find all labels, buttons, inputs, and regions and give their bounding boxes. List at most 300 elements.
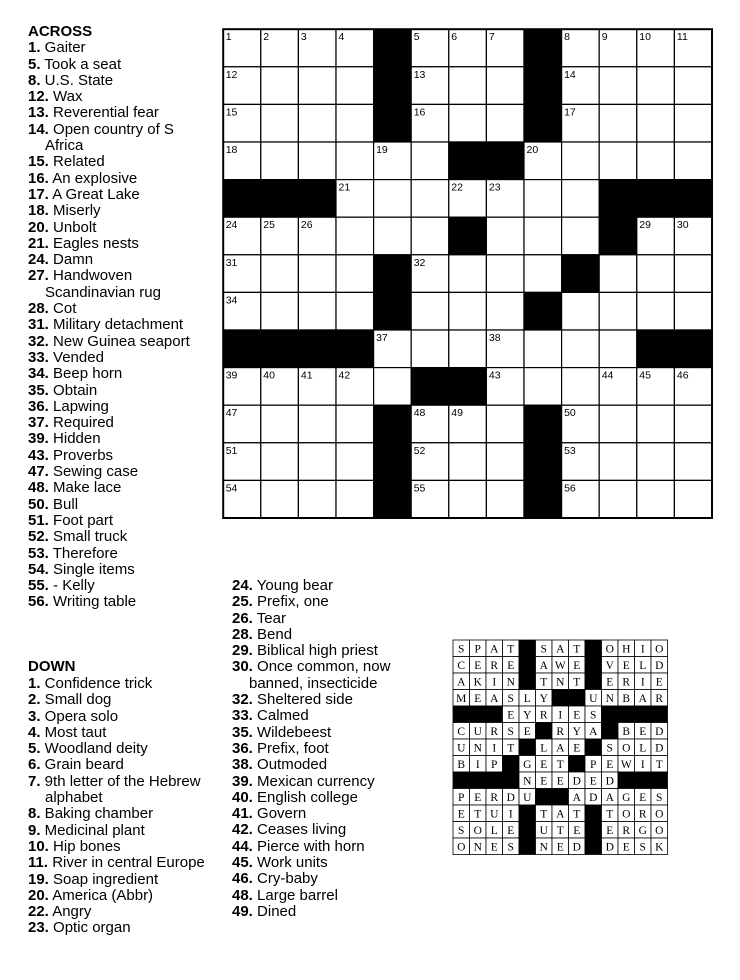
grid-cell[interactable] — [261, 255, 299, 293]
clue-number: 3. — [28, 707, 41, 725]
clue-number: 27. — [28, 267, 49, 285]
clue-text: Bull — [48, 495, 79, 513]
clue-text: Reverential fear — [48, 104, 159, 122]
down_col2-clue — [232, 708, 432, 724]
clue-number: 6. — [28, 756, 41, 774]
clue-text: Opera solo — [40, 707, 119, 725]
across-clues — [28, 24, 213, 611]
clue-text: Related — [48, 153, 105, 171]
cell-number: 45 — [639, 369, 651, 382]
clue-text: U.S. State — [40, 71, 114, 89]
grid-cell[interactable] — [411, 217, 449, 255]
clue-text: Ceases living — [252, 821, 347, 839]
clue-text: Therefore — [48, 544, 118, 562]
clue-number: 39. — [232, 772, 253, 790]
across-clue — [28, 40, 213, 56]
clue-number: 36. — [232, 739, 253, 757]
across-clue — [28, 464, 213, 480]
cell-number: 7 — [488, 31, 495, 44]
down_col2-clue — [232, 888, 432, 904]
cell-number: 28 — [601, 219, 614, 232]
cell-number: 21 — [338, 181, 351, 194]
block-cell — [223, 330, 261, 368]
block-cell — [524, 480, 562, 518]
block-cell — [374, 480, 412, 518]
across-clue — [28, 448, 213, 464]
clue-text: Sewing case — [48, 463, 139, 481]
clue-number: 8. — [28, 805, 41, 823]
grid-cell[interactable] — [637, 292, 675, 330]
solution-row-text: O N E S N E D D E S K — [457, 841, 664, 854]
down_col1-clue — [28, 904, 213, 920]
clue-number: 33. — [28, 348, 49, 366]
grid-cell[interactable] — [261, 142, 299, 180]
block-cell — [524, 405, 562, 443]
clue-number: 30. — [232, 658, 253, 676]
cell-number: 16 — [413, 106, 426, 119]
grid-cell[interactable] — [336, 405, 374, 443]
clue-number: 22. — [28, 903, 49, 921]
grid-cell[interactable] — [486, 405, 524, 443]
clue-text: Wildebeest — [252, 723, 332, 741]
cell-number: 44 — [601, 369, 614, 382]
clue-number: 12. — [28, 88, 49, 106]
grid-cell[interactable] — [637, 405, 675, 443]
down-heading: DOWN — [28, 658, 76, 675]
grid-cell[interactable] — [298, 142, 336, 180]
grid-cell[interactable] — [562, 368, 600, 406]
cell-number: 17 — [564, 106, 576, 119]
clue-number: 14. — [28, 120, 49, 138]
grid-cell[interactable] — [374, 217, 412, 255]
grid-cell[interactable] — [449, 255, 487, 293]
clue-text: Once common, now banned, insecticide — [249, 658, 391, 692]
solution-row-text: E Y R I E S — [507, 709, 597, 722]
solution-row-text: S P A T S A T O H I O — [458, 643, 664, 656]
grid-cell[interactable] — [486, 104, 524, 142]
down_col1-clue — [28, 757, 213, 773]
cell-number: 39 — [225, 369, 238, 382]
grid-cell[interactable] — [298, 104, 336, 142]
down_col1-clue — [28, 725, 213, 741]
grid-cell[interactable] — [637, 104, 675, 142]
cell-number: 31 — [225, 256, 238, 269]
grid-cell[interactable] — [336, 292, 374, 330]
grid-cell[interactable] — [599, 443, 637, 481]
clue-number: 28. — [28, 300, 49, 318]
grid-cell[interactable] — [411, 180, 449, 218]
clue-text: Miserly — [48, 202, 101, 220]
grid-cell[interactable] — [336, 480, 374, 518]
cell-number: 9 — [601, 31, 608, 44]
grid-cell[interactable] — [599, 480, 637, 518]
clue-number: 35. — [232, 723, 253, 741]
grid-cell[interactable] — [562, 330, 600, 368]
clue-text: Beep horn — [48, 365, 123, 383]
grid-cell[interactable] — [486, 480, 524, 518]
block-cell — [374, 29, 412, 67]
grid-cell[interactable] — [298, 443, 336, 481]
cell-number: 2 — [263, 31, 270, 44]
grid-cell[interactable] — [336, 217, 374, 255]
down_col1-clue — [28, 676, 213, 692]
clue-number: 47. — [28, 463, 49, 481]
clue-text: Prefix, foot — [252, 739, 329, 757]
crossword-grid-svg[interactable] — [222, 28, 714, 520]
across-clue — [28, 513, 213, 529]
clue-number: 37. — [28, 414, 49, 432]
grid-cell[interactable] — [336, 104, 374, 142]
clue-number: 55. — [28, 577, 49, 595]
grid-cell[interactable] — [637, 255, 675, 293]
clue-text: Took a seat — [40, 55, 122, 73]
clue-number: 36. — [28, 397, 49, 415]
clue-number: 1. — [28, 39, 41, 57]
grid-cell[interactable] — [411, 142, 449, 180]
clue-number: 8. — [28, 71, 41, 89]
grid-cell[interactable] — [374, 368, 412, 406]
clue-number: 28. — [232, 625, 253, 643]
clue-number: 20. — [28, 886, 49, 904]
clue-number: 56. — [28, 593, 49, 611]
clue-number: 31. — [28, 316, 49, 334]
cell-number: 43 — [488, 369, 501, 382]
cell-number: 24 — [225, 219, 238, 232]
clue-text: Sheltered side — [252, 691, 353, 709]
clue-number: 2. — [28, 691, 41, 709]
grid-cell[interactable] — [298, 480, 336, 518]
solution-row-text: B I P G E T P E W I T — [457, 759, 663, 771]
grid-cell[interactable] — [261, 67, 299, 105]
grid-cell[interactable] — [637, 480, 675, 518]
across-clue — [28, 187, 213, 203]
solution-row-text: C U R S E R Y A B E D — [457, 726, 664, 738]
cell-number: 55 — [413, 482, 426, 495]
clue-text: Angry — [48, 903, 92, 921]
grid-cell[interactable] — [674, 443, 712, 481]
down_col1-clue — [28, 774, 213, 807]
across-clue — [28, 252, 213, 268]
cell-number: 34 — [225, 294, 238, 307]
crossword-grid[interactable] — [222, 28, 714, 525]
clue-number: 5. — [28, 740, 41, 758]
across-clue — [28, 171, 213, 187]
grid-cell[interactable] — [599, 292, 637, 330]
clue-text: Pierce with horn — [252, 837, 365, 855]
block-cell — [374, 255, 412, 293]
grid-cell[interactable] — [562, 142, 600, 180]
block-cell — [637, 180, 675, 218]
down_col1-clue — [28, 839, 213, 855]
solution-row-text: S O L E U T E E R G O — [458, 825, 664, 837]
clue-number: 35. — [28, 381, 49, 399]
down_col2-clue — [232, 627, 432, 643]
cell-number: 15 — [225, 106, 238, 119]
clue-text: River in central Europe — [48, 854, 205, 872]
cell-number: 22 — [451, 181, 463, 194]
clue-text: Small dog — [40, 691, 112, 709]
clue-number: 11. — [28, 854, 49, 872]
clue-number: 46. — [232, 870, 253, 888]
down_col2-clue — [232, 822, 432, 838]
cell-number: 23 — [488, 181, 501, 194]
down_col2-clue — [232, 774, 432, 790]
clue-number: 18. — [28, 202, 49, 220]
across-clue — [28, 122, 213, 155]
grid-cell[interactable] — [336, 443, 374, 481]
clue-text: Small truck — [48, 528, 128, 546]
grid-cell[interactable] — [486, 443, 524, 481]
clue-text: - Kelly — [48, 577, 95, 595]
clue-text: Work units — [252, 854, 328, 872]
grid-cell[interactable] — [486, 217, 524, 255]
grid-cell[interactable] — [599, 405, 637, 443]
grid-cell[interactable] — [449, 104, 487, 142]
grid-cell[interactable] — [637, 142, 675, 180]
clue-number: 38. — [232, 756, 253, 774]
clue-text: 9th letter of the Hebrew alphabet — [40, 772, 201, 807]
grid-cell[interactable] — [674, 142, 712, 180]
clue-number: 24. — [28, 251, 49, 269]
clue-text: Unbolt — [48, 218, 97, 236]
cell-number: 14 — [564, 68, 576, 81]
cell-number: 33 — [564, 256, 576, 269]
grid-cell[interactable] — [449, 292, 487, 330]
grid-cell[interactable] — [599, 255, 637, 293]
grid-cell[interactable] — [562, 292, 600, 330]
grid-cell[interactable] — [599, 330, 637, 368]
clue-text: Wax — [48, 88, 83, 106]
across-clue — [28, 431, 213, 447]
clue-number: 33. — [232, 707, 253, 725]
grid-cell[interactable] — [524, 217, 562, 255]
clue-number: 48. — [28, 479, 49, 497]
across-clue — [28, 203, 213, 219]
block-cell — [524, 443, 562, 481]
solution-row-text: N E E D E D — [523, 775, 614, 788]
grid-cell[interactable] — [298, 255, 336, 293]
block-cell — [599, 180, 637, 218]
clue-number: 32. — [232, 691, 253, 709]
cell-number: 30 — [676, 219, 689, 232]
grid-cell[interactable] — [637, 67, 675, 105]
grid-cell[interactable] — [562, 217, 600, 255]
cell-number: 53 — [564, 444, 576, 457]
across-clue — [28, 89, 213, 105]
block-cell — [524, 29, 562, 67]
block-cell — [374, 405, 412, 443]
clue-text: Outmoded — [252, 756, 328, 774]
across-clue — [28, 105, 213, 121]
clue-number: 7. — [28, 772, 41, 790]
grid-cell[interactable] — [674, 255, 712, 293]
block-cell — [674, 330, 712, 368]
grid-cell[interactable] — [486, 255, 524, 293]
clue-text: America (Abbr) — [48, 886, 154, 904]
cell-number: 50 — [564, 407, 576, 420]
grid-cell[interactable] — [298, 405, 336, 443]
clue-number: 48. — [232, 886, 253, 904]
cell-number: 48 — [413, 407, 426, 420]
clue-text: Single items — [48, 560, 135, 578]
clue-text: Hip bones — [48, 837, 121, 855]
cell-number: 52 — [413, 444, 426, 457]
clue-text: Young bear — [252, 577, 333, 594]
clue-text: Medicinal plant — [40, 821, 145, 839]
cell-number: 25 — [263, 219, 275, 232]
clue-text: Open country of S Africa — [45, 120, 174, 155]
block-cell — [374, 67, 412, 105]
cell-number: 38 — [488, 332, 501, 344]
cell-number: 27 — [451, 219, 463, 232]
grid-cell[interactable] — [599, 104, 637, 142]
grid-cell[interactable] — [524, 255, 562, 293]
across-clue — [28, 73, 213, 89]
clue-text: Vended — [48, 348, 104, 366]
block-cell — [486, 142, 524, 180]
grid-cell[interactable] — [524, 330, 562, 368]
down_col2-clue — [232, 757, 432, 773]
cell-number: 54 — [225, 482, 238, 495]
grid-cell[interactable] — [449, 67, 487, 105]
across-clue — [28, 415, 213, 431]
down_col2-clue — [232, 806, 432, 822]
grid-cell[interactable] — [411, 330, 449, 368]
grid-cell[interactable] — [524, 180, 562, 218]
cell-number: 35 — [376, 294, 388, 307]
grid-cell[interactable] — [449, 330, 487, 368]
cell-number: 56 — [564, 482, 576, 495]
down-clues-column-1 — [28, 676, 213, 937]
grid-cell[interactable] — [674, 405, 712, 443]
grid-cell[interactable] — [486, 67, 524, 105]
down_col1-clue — [28, 823, 213, 839]
cell-number: 1 — [225, 31, 232, 44]
grid-cell[interactable] — [336, 142, 374, 180]
clue-number: 40. — [232, 788, 253, 806]
clue-number: 43. — [28, 446, 49, 464]
clue-text: English college — [252, 788, 358, 806]
clue-text: Calmed — [252, 707, 309, 725]
down_col2-clue — [232, 839, 432, 855]
cell-number: 19 — [376, 144, 388, 156]
grid-cell[interactable] — [524, 368, 562, 406]
clue-text: Soap ingredient — [48, 870, 159, 888]
cell-number: 29 — [639, 219, 651, 232]
across-clue — [28, 497, 213, 513]
block-cell — [261, 180, 299, 218]
grid-cell[interactable] — [674, 292, 712, 330]
cell-number: 40 — [263, 369, 275, 382]
clue-text: New Guinea seaport — [48, 332, 190, 350]
down_col1-clue — [28, 806, 213, 822]
clue-text: A Great Lake — [48, 185, 140, 203]
block-cell — [374, 443, 412, 481]
clue-number: 39. — [28, 430, 49, 448]
clue-text: Biblical high priest — [252, 642, 378, 660]
across-clue — [28, 301, 213, 317]
block-cell — [449, 142, 487, 180]
grid-cell[interactable] — [449, 480, 487, 518]
down_col2-clue — [232, 578, 432, 594]
clue-text: Writing table — [48, 593, 137, 611]
clue-text: Handwoven Scandinavian rug — [45, 267, 161, 301]
grid-cell[interactable] — [298, 67, 336, 105]
down_col2-clue — [232, 725, 432, 741]
grid-cell[interactable] — [486, 292, 524, 330]
clue-text: Most taut — [40, 723, 107, 741]
solution-row-text: E T U I T A T T O R O — [457, 808, 664, 821]
cell-number: 18 — [225, 144, 238, 156]
clue-number: 21. — [28, 234, 49, 252]
down_col2-clue — [232, 790, 432, 806]
across-clue — [28, 268, 213, 301]
grid-cell[interactable] — [261, 443, 299, 481]
cell-number: 5 — [413, 31, 420, 44]
cell-number: 37 — [376, 332, 388, 344]
clue-text: Gaiter — [40, 39, 86, 57]
down_col2-clue — [232, 643, 432, 659]
clue-number: 53. — [28, 544, 49, 562]
grid-cell[interactable] — [562, 180, 600, 218]
cell-number: 6 — [451, 31, 458, 44]
down_col1-clue — [28, 709, 213, 725]
grid-cell[interactable] — [261, 104, 299, 142]
grid-cell[interactable] — [599, 142, 637, 180]
block-cell — [261, 330, 299, 368]
block-cell — [411, 368, 449, 406]
solution-row-text: U N I T L A E S O L D — [457, 742, 664, 755]
clue-number: 44. — [232, 837, 253, 855]
clue-number: 49. — [232, 902, 253, 920]
grid-cell[interactable] — [674, 480, 712, 518]
block-cell — [449, 368, 487, 406]
clue-text: Woodland deity — [40, 740, 148, 758]
clue-text: Tear — [252, 609, 286, 627]
clue-number: 5. — [28, 55, 41, 73]
clue-text: Baking chamber — [40, 805, 154, 823]
down_col2-clue — [232, 741, 432, 757]
grid-cell[interactable] — [449, 443, 487, 481]
clue-number: 29. — [232, 642, 253, 660]
solution-row-text: C E R E A W E V E L D — [457, 660, 664, 672]
grid-cell[interactable] — [599, 67, 637, 105]
across-clue-list — [28, 40, 213, 610]
down_col1-clue — [28, 741, 213, 757]
clue-text: Mexican currency — [252, 772, 375, 790]
grid-cell[interactable] — [336, 255, 374, 293]
grid-cell[interactable] — [674, 104, 712, 142]
down_col2-clue — [232, 871, 432, 887]
grid-cell[interactable] — [261, 292, 299, 330]
clue-number: 19. — [28, 870, 49, 888]
clue-text: Lapwing — [48, 397, 109, 415]
grid-cell[interactable] — [374, 180, 412, 218]
grid-cell[interactable] — [674, 67, 712, 105]
block-cell — [524, 67, 562, 105]
grid-cell[interactable] — [411, 292, 449, 330]
across-heading: ACROSS — [28, 23, 93, 40]
down_col2-clue — [232, 611, 432, 627]
grid-cell[interactable] — [298, 292, 336, 330]
grid-cell[interactable] — [637, 443, 675, 481]
clue-number: 52. — [28, 528, 49, 546]
grid-cell[interactable] — [261, 480, 299, 518]
across-clue — [28, 220, 213, 236]
grid-cell[interactable] — [336, 67, 374, 105]
clue-text: Eagles nests — [48, 234, 139, 252]
grid-cell[interactable] — [261, 405, 299, 443]
